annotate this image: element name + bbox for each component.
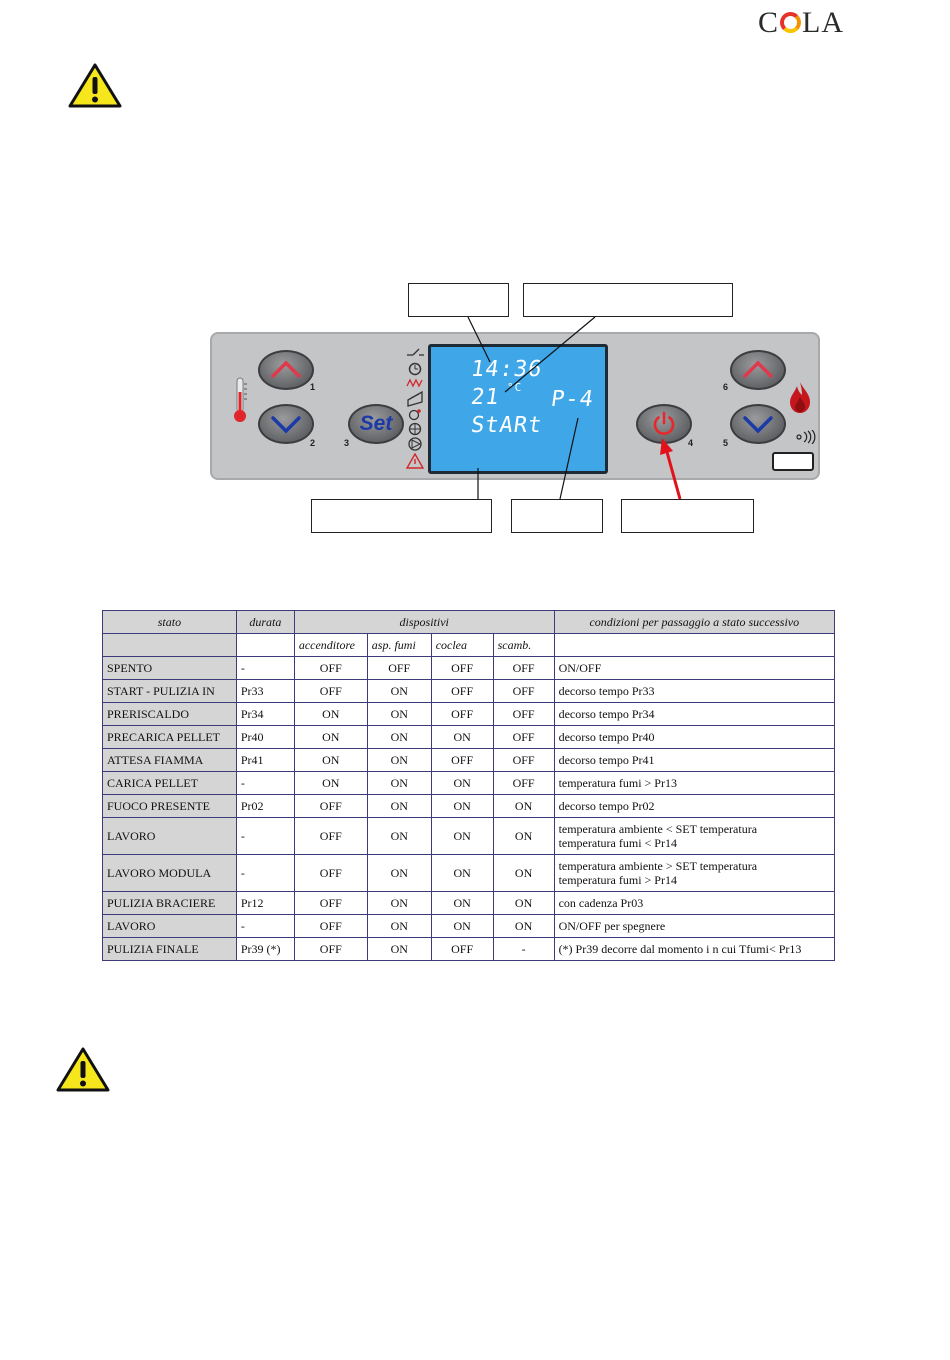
condition-line: temperatura fumi < Pr14 — [558, 836, 677, 850]
cell-coclea: ON — [431, 795, 493, 818]
leader-line — [505, 317, 595, 392]
cell-scamb: OFF — [493, 657, 554, 680]
cell-accenditore: ON — [294, 749, 367, 772]
header-device: accenditore — [294, 634, 367, 657]
cell-scamb: OFF — [493, 680, 554, 703]
header-blank — [554, 634, 834, 657]
callout-leaders — [0, 0, 950, 560]
table-row — [103, 726, 835, 749]
cell-stato: PRECARICA PELLET — [103, 726, 237, 749]
cell-scamb: ON — [493, 915, 554, 938]
cell-durata: - — [236, 855, 294, 892]
table-row — [103, 657, 835, 680]
cell-asp-fumi: OFF — [367, 657, 431, 680]
condition-line: con cadenza Pr03 — [558, 895, 644, 910]
logo-text-left: C — [758, 6, 780, 39]
button-number: 5 — [723, 438, 729, 448]
cell-durata: Pr41 — [236, 749, 294, 772]
cell-asp-fumi: ON — [367, 680, 431, 703]
cell-scamb: ON — [493, 855, 554, 892]
table-row — [103, 855, 835, 892]
lcd-status: StARt — [469, 413, 544, 438]
header-device: scamb. — [493, 634, 554, 657]
cell-durata: - — [236, 657, 294, 680]
cell-durata: - — [236, 818, 294, 855]
cell-asp-fumi: ON — [367, 749, 431, 772]
cell-coclea: ON — [431, 818, 493, 855]
logo-text-right: LA — [802, 6, 845, 39]
table-row — [103, 818, 835, 855]
state-table — [102, 610, 835, 961]
table-row — [103, 772, 835, 795]
cell-stato: PRERISCALDO — [103, 703, 237, 726]
header-blank — [103, 634, 237, 657]
cell-condizioni — [554, 657, 834, 680]
condition-line: (*) Pr39 decorre dal momento i n cui Tfumi< Pr13 — [558, 941, 802, 956]
cell-condizioni — [554, 703, 834, 726]
pointer-arrowhead — [660, 438, 673, 455]
condition-line: decorso tempo Pr02 — [558, 798, 655, 813]
condition-line: temperatura ambiente < SET temperatura — [558, 822, 758, 836]
header-durata: durata — [236, 611, 294, 634]
button-number: 1 — [310, 382, 316, 392]
cell-stato: FUOCO PRESENTE — [103, 795, 237, 818]
cell-durata: Pr34 — [236, 703, 294, 726]
cell-coclea: OFF — [431, 657, 493, 680]
cell-asp-fumi: ON — [367, 892, 431, 915]
cell-accenditore: OFF — [294, 892, 367, 915]
set-button[interactable]: Set — [348, 404, 404, 444]
cell-asp-fumi: ON — [367, 938, 431, 961]
cell-durata: - — [236, 772, 294, 795]
cell-asp-fumi: ON — [367, 795, 431, 818]
table-body — [103, 657, 835, 961]
cell-stato: LAVORO — [103, 818, 237, 855]
cell-coclea: ON — [431, 855, 493, 892]
condition-line: ON/OFF — [558, 660, 602, 675]
leader-line — [560, 418, 578, 499]
cell-coclea: ON — [431, 726, 493, 749]
cell-scamb: OFF — [493, 703, 554, 726]
header-stato: stato — [103, 611, 237, 634]
cell-condizioni — [554, 855, 834, 892]
header-condizioni: condizioni per passaggio a stato successivo — [554, 611, 834, 634]
cell-asp-fumi: ON — [367, 855, 431, 892]
cell-scamb: - — [493, 938, 554, 961]
button-number: 4 — [688, 438, 694, 448]
cell-condizioni — [554, 749, 834, 772]
cell-accenditore: OFF — [294, 938, 367, 961]
cell-condizioni — [554, 795, 834, 818]
lcd-temperature: 21 — [469, 385, 502, 410]
cell-durata: Pr33 — [236, 680, 294, 703]
table-row — [103, 915, 835, 938]
cell-coclea: ON — [431, 772, 493, 795]
cell-accenditore: OFF — [294, 795, 367, 818]
cell-coclea: OFF — [431, 938, 493, 961]
cell-condizioni — [554, 915, 834, 938]
lcd-power-level: P-4 — [549, 387, 596, 412]
table-row — [103, 749, 835, 772]
lcd-time: 14:36 — [469, 357, 544, 382]
cell-condizioni — [554, 680, 834, 703]
button-number: 2 — [310, 438, 316, 448]
cell-stato: ATTESA FIAMMA — [103, 749, 237, 772]
condition-line: decorso tempo Pr40 — [558, 729, 655, 744]
cell-coclea: OFF — [431, 703, 493, 726]
cell-accenditore: OFF — [294, 680, 367, 703]
cell-durata: Pr39 (*) — [236, 938, 294, 961]
cell-stato: LAVORO — [103, 915, 237, 938]
condition-line: decorso tempo Pr41 — [558, 752, 655, 767]
cell-durata: Pr12 — [236, 892, 294, 915]
cell-stato: LAVORO MODULA — [103, 855, 237, 892]
cell-scamb: OFF — [493, 726, 554, 749]
header-dispositivi: dispositivi — [294, 611, 554, 634]
cell-stato: CARICA PELLET — [103, 772, 237, 795]
condition-line: temperatura fumi > Pr13 — [558, 775, 677, 790]
cell-stato: SPENTO — [103, 657, 237, 680]
cell-scamb: OFF — [493, 749, 554, 772]
button-number: 6 — [723, 382, 729, 392]
cell-accenditore: ON — [294, 772, 367, 795]
table-row — [103, 680, 835, 703]
cell-condizioni — [554, 938, 834, 961]
cell-scamb: OFF — [493, 772, 554, 795]
cell-condizioni — [554, 818, 834, 855]
cell-coclea: ON — [431, 892, 493, 915]
cell-stato: PULIZIA FINALE — [103, 938, 237, 961]
condition-line: decorso tempo Pr34 — [558, 706, 655, 721]
cell-stato: PULIZIA BRACIERE — [103, 892, 237, 915]
cell-durata: Pr40 — [236, 726, 294, 749]
condition-line: ON/OFF per spegnere — [558, 918, 666, 933]
cell-asp-fumi: ON — [367, 818, 431, 855]
cell-durata: - — [236, 915, 294, 938]
table-row — [103, 938, 835, 961]
cell-accenditore: ON — [294, 726, 367, 749]
cell-coclea: OFF — [431, 680, 493, 703]
cell-accenditore: OFF — [294, 657, 367, 680]
header-device: coclea — [431, 634, 493, 657]
cell-condizioni — [554, 772, 834, 795]
cell-accenditore: OFF — [294, 855, 367, 892]
cell-accenditore: OFF — [294, 818, 367, 855]
button-number: 3 — [344, 438, 350, 448]
header-device: asp. fumi — [367, 634, 431, 657]
condition-line: temperatura fumi > Pr14 — [558, 873, 677, 887]
condition-line: temperatura ambiente > SET temperatura — [558, 859, 758, 873]
cell-scamb: ON — [493, 892, 554, 915]
warning-icon — [56, 1046, 110, 1092]
cell-durata: Pr02 — [236, 795, 294, 818]
cell-coclea: ON — [431, 915, 493, 938]
cell-stato: START - PULIZIA IN — [103, 680, 237, 703]
table-row — [103, 703, 835, 726]
cell-condizioni — [554, 726, 834, 749]
cell-asp-fumi: ON — [367, 772, 431, 795]
cell-coclea: OFF — [431, 749, 493, 772]
cell-accenditore: OFF — [294, 915, 367, 938]
cell-scamb: ON — [493, 795, 554, 818]
cell-asp-fumi: ON — [367, 703, 431, 726]
cell-scamb: ON — [493, 818, 554, 855]
table-header-row — [103, 611, 835, 634]
lcd-temp-unit: °C — [507, 381, 523, 394]
cell-condizioni — [554, 892, 834, 915]
cell-asp-fumi: ON — [367, 915, 431, 938]
cell-asp-fumi: ON — [367, 726, 431, 749]
condition-line: decorso tempo Pr33 — [558, 683, 655, 698]
table-subheader-row — [103, 634, 835, 657]
table-row — [103, 892, 835, 915]
table-row — [103, 795, 835, 818]
leader-line — [468, 317, 490, 362]
pointer-arrow — [667, 452, 680, 499]
header-blank — [236, 634, 294, 657]
cell-accenditore: ON — [294, 703, 367, 726]
